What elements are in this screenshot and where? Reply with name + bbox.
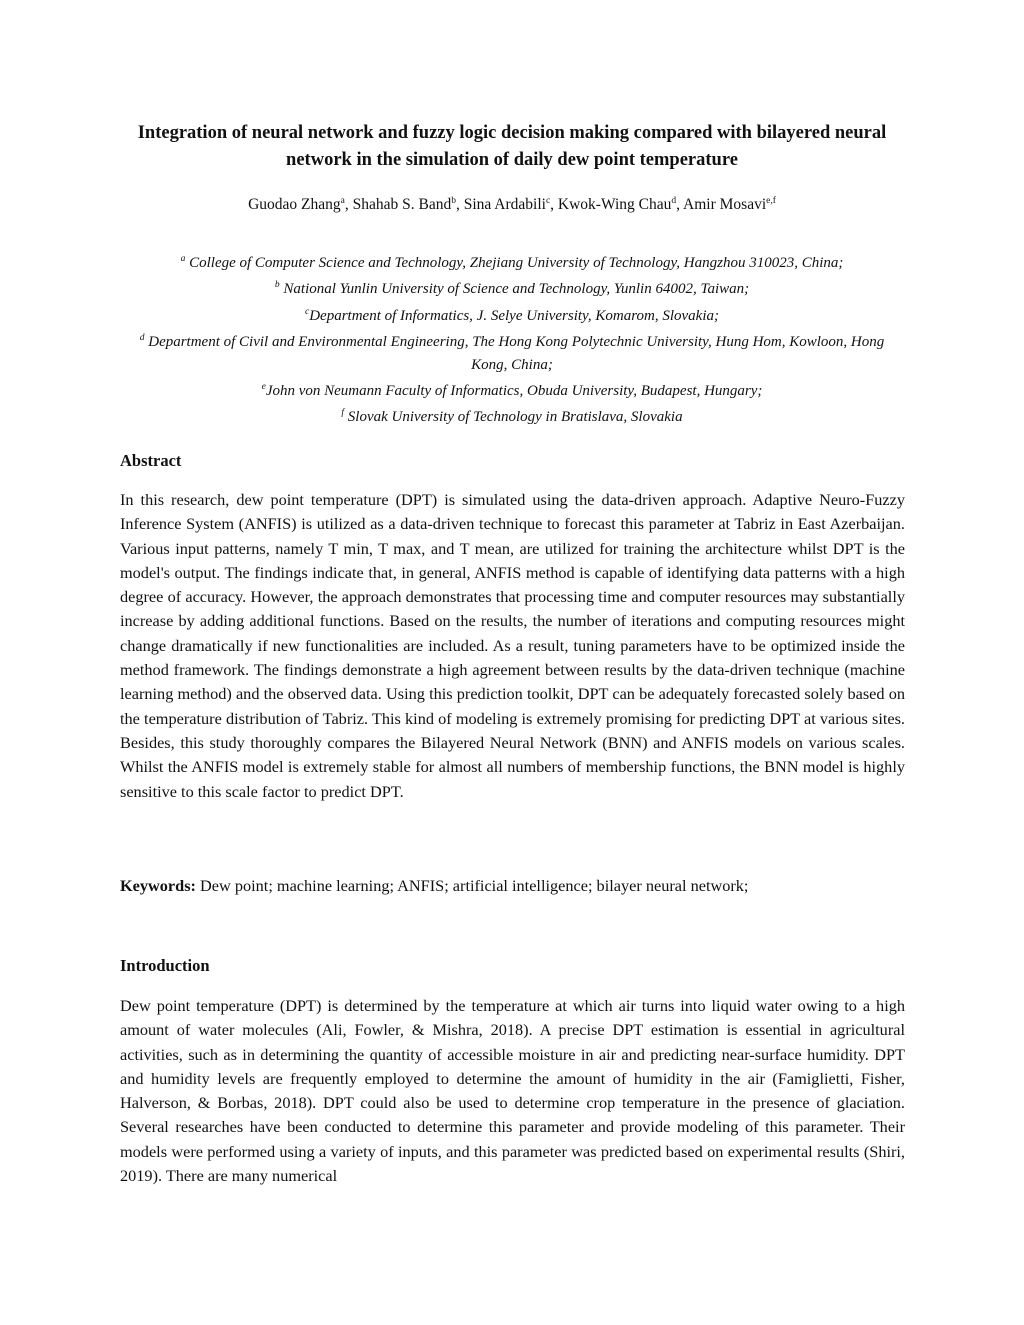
keywords [120, 874, 905, 898]
author-affil-mark: d [671, 196, 677, 206]
affiliation [120, 274, 904, 300]
affiliation-mark: b [274, 280, 280, 291]
affiliation-text: John von Neumann Faculty of Informatics, Obuda University, Budapest, Hungary; [265, 383, 763, 400]
affiliation-text: Department of Civil and Environmental Engineering, The Hong Kong Polytechnic University, Hung Hom, Kowloon, Hong Kong, China; [144, 334, 885, 373]
author-name: Sina Ardabili [463, 196, 546, 214]
affiliation [120, 248, 904, 274]
author-affil-mark: b [451, 196, 456, 206]
affiliation-mark: d [139, 333, 145, 344]
author [464, 196, 550, 213]
affiliation-mark: e [261, 382, 266, 393]
affiliation-mark: c [304, 306, 310, 317]
author-list: Guodao Zhang$^a$, Shahab S. Band$^b$, Sina Ardabili$^c$, Kwok-Wing Chau$^d$, Amir Mosavi$^{e,f}$ [248, 196, 776, 214]
keywords-text: Dew point; machine learning; ANFIS; artificial intelligence; bilayer neural network; [195, 876, 749, 895]
affiliation-mark: f [341, 408, 345, 419]
affiliation-text: National Yunlin University of Science and Technology, Yunlin 64002, Taiwan; [279, 281, 750, 298]
affiliation-mark: a [180, 254, 186, 264]
author-affil-mark: a [340, 196, 345, 206]
affiliation-text: Slovak University of Technology in Bratislava, Slovakia [344, 409, 683, 426]
author [683, 196, 776, 213]
affiliation-list [120, 248, 904, 429]
author-affil-mark: e,f [766, 196, 776, 206]
paper-title: Integration of neural network and fuzzy logic decision making compared with bilayered neural network in the simulation of daily dew point temperature [137, 123, 887, 170]
author-name: Guodao Zhang [248, 196, 341, 214]
introduction-text: Dew point temperature (DPT) is determined by the temperature at which air turns into liquid water owing to a high amount of water molecules (Ali, Fowler, & Mishra, 2018). A precise DPT estimation is essential in agricultural activities, such as in determining the quantity of accessible moisture in air and predicting near-surface humidity. DPT and humidity levels are frequently employed to determine the amount of humidity in the air (Famiglietti, Fisher, Halverson, & Borbas, 2018). DPT could also be used to determine crop temperature in the presence of glaciation. Several researches have been conducted to determine this parameter and provide modeling of this parameter. Their models were performed using a variety of inputs, and this parameter was predicted based on experimental results (Shiri, 2019). There are many numerical [120, 996, 905, 1186]
keywords-label: Keywords: [120, 876, 196, 895]
author [353, 196, 456, 213]
affiliation [120, 301, 904, 327]
abstract-text: In this research, dew point temperature (DPT) is simulated using the data-driven approach. Adaptive Neuro-Fuzzy Inference System (ANFIS) is utilized as a data-driven technique to forecast this parameter at Tabriz in East Azerbaijan. Various input patterns, namely T min, T max, and T mean, are utilized for training the architecture whilst DPT is the model's output. The findings indicate that, in general, ANFIS method is capable of identifying data patterns with a high degree of accuracy. However, the approach demonstrates that processing time and computer resources may substantially increase by adding additional functions. Based on the results, the number of iterations and computing resources might change dramatically if new functionalities are included. As a result, tuning parameters have to be optimized inside the method framework. The findings demonstrate a high agreement between results by the data-driven technique (machine learning method) and the observed data. Using this prediction toolkit, DPT can be adequately forecasted solely based on the temperature distribution of Tabriz. This kind of modeling is extremely promising for predicting DPT at various sites. Besides, this study thoroughly compares the Bilayered Neural Network (BNN) and ANFIS models on various scales. Whilst the ANFIS model is extremely stable for almost all numbers of membership functions, the BNN model is highly sensitive to this scale factor to predict DPT. [120, 490, 905, 801]
introduction-heading: Introduction [120, 956, 210, 975]
affiliation-text: College of Computer Science and Technology, Zhejiang University of Technology, Hangzhou 310023, China; [185, 255, 844, 271]
author-name: Shahab S. Band [352, 196, 452, 214]
author-name: Amir Mosavi [683, 196, 767, 214]
author [248, 196, 345, 213]
affiliation [120, 376, 904, 402]
abstract-heading: Abstract [120, 451, 182, 470]
affiliation [120, 327, 904, 376]
author-affil-mark: c [545, 196, 551, 206]
affiliation-text: Department of Informatics, J. Selye University, Komarom, Slovakia; [309, 307, 719, 324]
author-name: Kwok-Wing Chau [557, 196, 672, 214]
affiliation [120, 402, 904, 428]
author [558, 196, 676, 213]
